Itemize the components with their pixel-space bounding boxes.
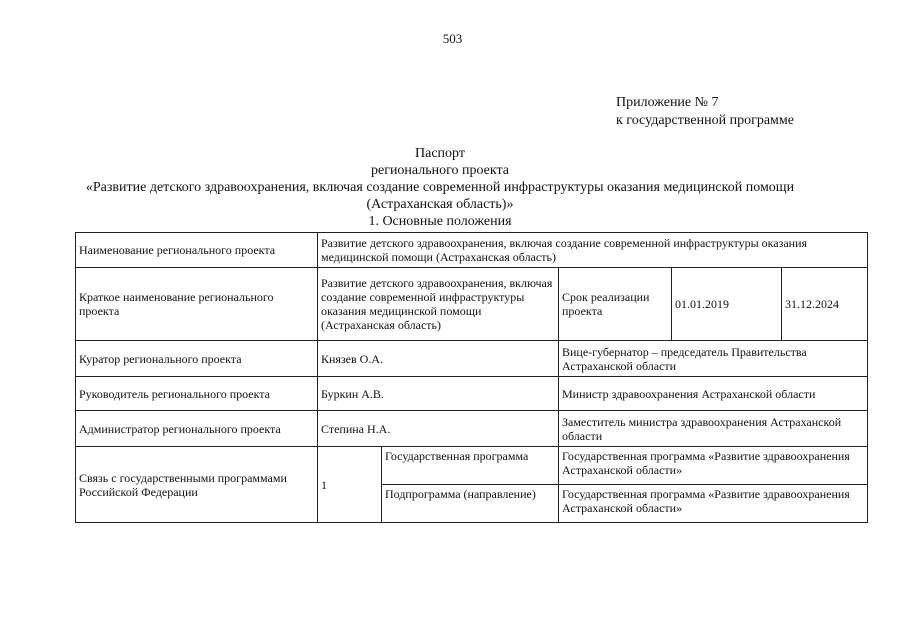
heading-subtitle: регионального проекта: [370, 163, 510, 178]
program-link-number: 1: [318, 447, 382, 523]
short-name-value: Развитие детского здравоохранения, включая создание современной инфраструктуры оказания медицинской помощи (Астраханская область): [318, 268, 559, 341]
subprogram-type-label: Подпрограмма (направление): [382, 485, 559, 523]
term-end: 31.12.2024: [782, 268, 868, 341]
project-name-line-1: «Развитие детского здравоохранения, включая создание современной инфраструктуры оказания медицинской помощи: [85, 180, 795, 195]
program-link-label: Связь с государственными программами Российской Федерации: [76, 447, 318, 523]
program-value: Государственная программа «Развитие здравоохранения Астраханской области»: [559, 447, 868, 485]
administrator-name: Степина Н.А.: [318, 411, 559, 447]
appendix-note: [616, 94, 794, 130]
program-type-label: Государственная программа: [382, 447, 559, 485]
curator-position: Вице-губернатор – председатель Правительства Астраханской области: [559, 341, 868, 377]
term-start: 01.01.2019: [672, 268, 782, 341]
curator-label: Куратор регионального проекта: [76, 341, 318, 377]
subprogram-value: Государственная программа «Развитие здравоохранения Астраханской области»: [559, 485, 868, 523]
head-position: Министр здравоохранения Астраханской области: [559, 377, 868, 411]
term-label: Срок реализации проекта: [559, 268, 672, 341]
project-name-label: Наименование регионального проекта: [76, 233, 318, 268]
curator-name: Князев О.А.: [318, 341, 559, 377]
table-row: [76, 411, 868, 447]
basic-provisions-table: [75, 232, 868, 523]
short-name-label: Краткое наименование регионального проекта: [76, 268, 318, 341]
appendix-line-1: Приложение № 7: [616, 95, 719, 110]
table-row: [76, 447, 868, 485]
section-title: 1. Основные положения: [368, 214, 512, 229]
table-row: [76, 233, 868, 268]
page-number: 503: [442, 31, 463, 46]
head-label: Руководитель регионального проекта: [76, 377, 318, 411]
appendix-line-2: к государственной программе: [616, 113, 794, 128]
project-name-line-2: (Астраханская область)»: [366, 197, 514, 212]
table-row: [76, 377, 868, 411]
project-name-value: Развитие детского здравоохранения, включая создание современной инфраструктуры оказания медицинской помощи (Астраханская область): [318, 233, 868, 268]
heading-title: Паспорт: [415, 146, 465, 161]
table-row: [76, 268, 868, 341]
document-heading: [40, 145, 840, 230]
administrator-position: Заместитель министра здравоохранения Астраханской области: [559, 411, 868, 447]
table-row: [76, 341, 868, 377]
administrator-label: Администратор регионального проекта: [76, 411, 318, 447]
head-name: Буркин А.В.: [318, 377, 559, 411]
